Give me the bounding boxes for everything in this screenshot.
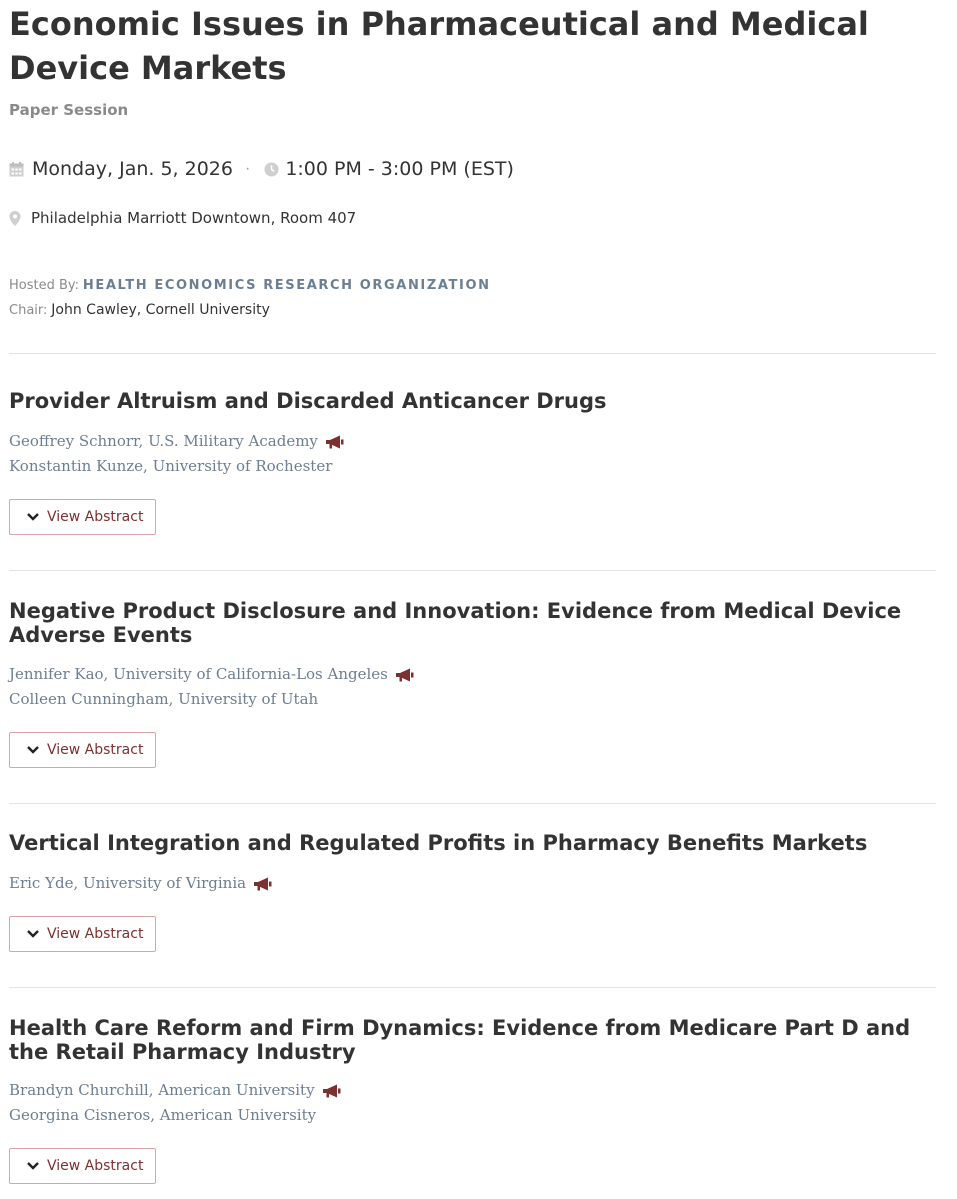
datetime-separator: · (244, 160, 251, 177)
chevron-down-icon (27, 746, 39, 754)
host-organization-link[interactable]: HEALTH ECONOMICS RESEARCH ORGANIZATION (82, 278, 491, 293)
map-pin-icon (9, 211, 21, 226)
megaphone-icon (322, 1084, 341, 1098)
view-abstract-button[interactable] (9, 916, 156, 952)
hosted-by (9, 276, 491, 293)
paper-title: Provider Altruism and Discarded Anticancer Drugs (9, 389, 607, 413)
paper-item (9, 599, 936, 758)
chair-name: John Cawley, Cornell University (51, 302, 270, 318)
megaphone-icon (325, 435, 344, 449)
view-abstract-button[interactable] (9, 499, 156, 535)
location-text: Philadelphia Marriott Downtown, Room 407 (31, 209, 357, 227)
megaphone-icon (253, 877, 272, 891)
author (9, 454, 344, 479)
hosted-by-label: Hosted By: (9, 278, 80, 293)
view-abstract-button[interactable] (9, 732, 156, 768)
author-name[interactable]: Jennifer Kao, University of California-Los Angeles (9, 665, 388, 683)
author-presenter (9, 662, 414, 687)
paper-item (9, 831, 936, 942)
session-datetime (9, 156, 514, 182)
chevron-down-icon (27, 513, 39, 521)
view-abstract-label: View Abstract (47, 1158, 144, 1174)
chair-label: Chair: (9, 303, 48, 318)
session-title: Economic Issues in Pharmaceutical and Medical Device Markets (9, 5, 869, 87)
view-abstract-button[interactable] (9, 1148, 156, 1184)
author-presenter (9, 429, 344, 454)
divider (9, 570, 936, 571)
chevron-down-icon (27, 930, 39, 938)
author-name[interactable]: Georgina Cisneros, American University (9, 1106, 317, 1124)
calendar-icon (9, 162, 24, 177)
view-abstract-label: View Abstract (47, 509, 144, 525)
clock-icon (264, 162, 279, 177)
author (9, 687, 414, 712)
session-type: Paper Session (9, 101, 129, 119)
session-chair (9, 301, 270, 318)
session-date: Monday, Jan. 5, 2026 (32, 158, 233, 180)
author-name[interactable]: Eric Yde, University of Virginia (9, 874, 247, 892)
divider (9, 987, 936, 988)
author-list (9, 662, 414, 712)
author-presenter (9, 1078, 341, 1103)
author (9, 1103, 341, 1128)
paper-title: Health Care Reform and Firm Dynamics: Evidence from Medicare Part D and the Retail Pharmacy Industry (9, 1016, 911, 1064)
paper-title: Negative Product Disclosure and Innovation: Evidence from Medical Device Adverse Events (9, 599, 902, 647)
paper-title: Vertical Integration and Regulated Profits in Pharmacy Benefits Markets (9, 831, 868, 855)
paper-item (9, 389, 936, 525)
session-time: 1:00 PM - 3:00 PM (EST) (285, 158, 514, 180)
author-name[interactable]: Geoffrey Schnorr, U.S. Military Academy (9, 432, 318, 450)
view-abstract-label: View Abstract (47, 742, 144, 758)
author-name[interactable]: Brandyn Churchill, American University (9, 1081, 315, 1099)
paper-item (9, 1016, 936, 1174)
author-list (9, 429, 344, 479)
divider (9, 803, 936, 804)
megaphone-icon (395, 668, 414, 682)
session-location (9, 207, 356, 229)
author-list (9, 871, 272, 896)
author-name[interactable]: Konstantin Kunze, University of Rochester (9, 457, 333, 475)
author-list (9, 1078, 341, 1128)
author-name[interactable]: Colleen Cunningham, University of Utah (9, 690, 319, 708)
view-abstract-label: View Abstract (47, 926, 144, 942)
chevron-down-icon (27, 1162, 39, 1170)
divider (9, 353, 936, 354)
author-presenter (9, 871, 272, 896)
